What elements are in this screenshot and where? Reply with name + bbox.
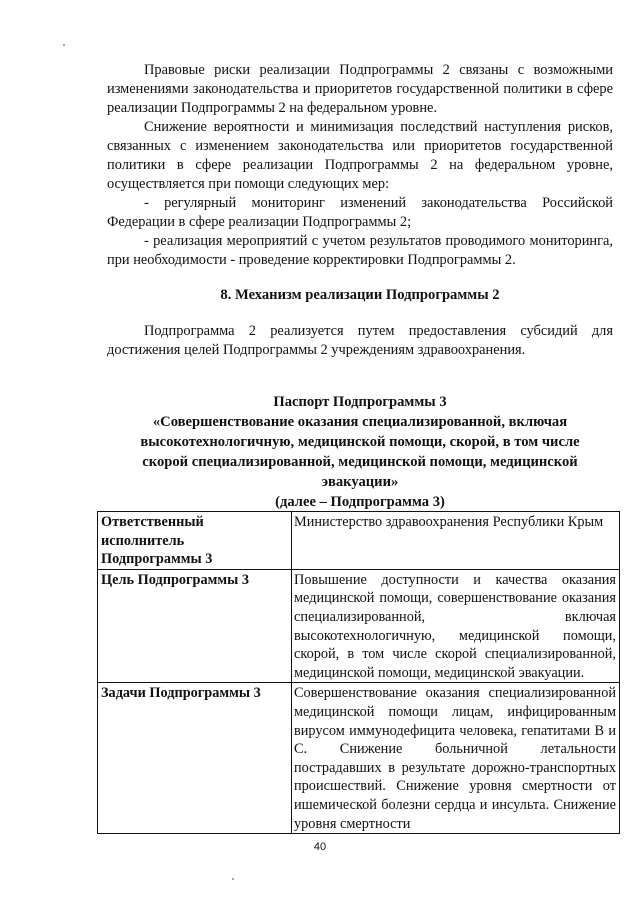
passport-title-line: эвакуации» [321,474,399,490]
table-row [98,512,620,570]
table-row [98,569,620,683]
risk-text-block [107,61,613,270]
list-item-correction: - реализация мероприятий с учетом результатов проводимого мониторинга, при необходимости - проведение корректировки Подпрограммы 2. [107,233,613,268]
passport-title-line: высокотехнологичную, медицинской помощи, скорой, в том числе [140,434,580,450]
passport-title-line: (далее – Подпрограмма 3) [275,494,445,510]
mechanism-text-block [107,322,613,360]
table-cell-value: Повышение доступности и качества оказания медицинской помощи, совершенствование оказания специализированной, включая высокотехнологичную, медицинской помощи, скорой, в том числе скорой специализированной, медицинской помощи, медицинской эвакуации. [292,569,620,683]
table-row [98,683,620,834]
scan-speck [232,878,234,880]
page-number: 40 [313,841,327,853]
table-cell-value: Министерство здравоохранения Республики Крым [292,512,620,570]
passport-title-line: скорой специализированной, медицинской помощи, медицинской [142,454,578,470]
passport-title-line: Паспорт Подпрограммы 3 [273,394,447,410]
list-item-monitoring: - регулярный мониторинг изменений законодательства Российской Федерации в сфере реализации Подпрограммы 2; [107,195,613,230]
scan-speck [63,44,65,46]
paragraph-mechanism: Подпрограмма 2 реализуется путем предоставления субсидий для достижения целей Подпрограммы 2 учреждениям здравоохранения. [107,323,613,358]
passport-table [97,511,620,834]
paragraph-legal-risks: Правовые риски реализации Подпрограммы 2 связаны с возможными изменениями законодательства и приоритетов государственной политики в сфере реализации Подпрограммы 2 на федеральном уровне. [107,62,613,116]
table-cell-label: Задачи Подпрограммы 3 [98,683,292,834]
section-heading: 8. Механизм реализации Подпрограммы 2 [220,287,500,303]
table-cell-value: Совершенствование оказания специализированной медицинской помощи лицам, инфицированным вирусом иммунодефицита человека, гепатитами В и С. Снижение больничной летальности пострадавших в результате дорожно-транспортных происшествий. Снижение уровня смертности от ишемической болезни сердца и инсульта. Снижение уровня смертности [292,683,620,834]
table-cell-label: Ответственный исполнитель Подпрограммы 3 [98,512,292,570]
passport-title-line: «Совершенствование оказания специализированной, включая [152,414,568,430]
paragraph-risk-mitigation: Снижение вероятности и минимизация последствий наступления рисков, связанных с изменением законодательства или приоритетов государственной политики в сфере реализации Подпрограммы 2 на федеральном уровне, осуществляется при помощи следующих мер: [107,119,613,192]
passport-title [100,392,620,512]
table-cell-label: Цель Подпрограммы 3 [98,569,292,683]
